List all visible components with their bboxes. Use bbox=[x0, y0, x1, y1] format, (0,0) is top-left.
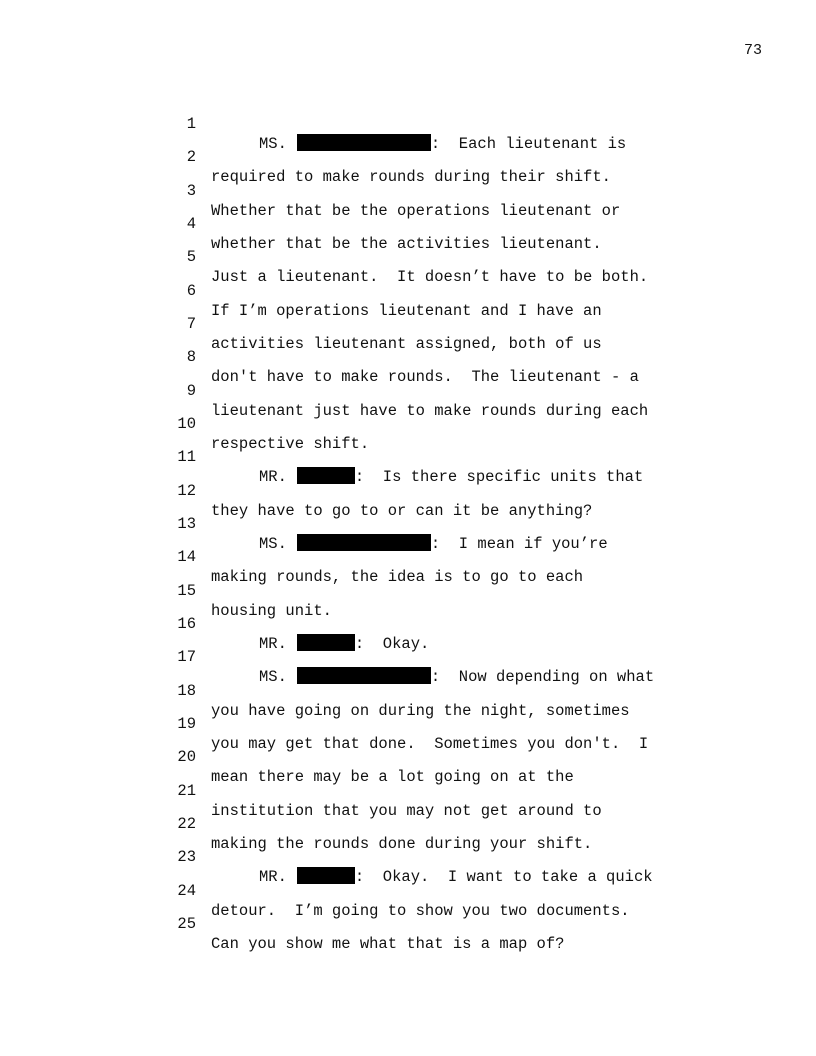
line-text: respective shift. bbox=[211, 435, 370, 453]
line-text: : I mean if you’re bbox=[430, 535, 608, 553]
speaker-title: MS. bbox=[259, 535, 287, 553]
line-number: 18 bbox=[177, 682, 196, 700]
redacted-name bbox=[297, 134, 431, 151]
line-number: 24 bbox=[177, 882, 196, 900]
line-number: 13 bbox=[177, 515, 196, 533]
line-number: 25 bbox=[177, 915, 196, 933]
line-number: 9 bbox=[186, 382, 196, 400]
line-number: 19 bbox=[177, 715, 196, 733]
speaker-line bbox=[259, 134, 626, 154]
transcript-line bbox=[0, 394, 370, 453]
speaker-line bbox=[259, 667, 654, 687]
line-text: don't have to make rounds. The lieutenant - a bbox=[211, 368, 639, 386]
speaker-line bbox=[259, 867, 653, 887]
speaker-line bbox=[259, 467, 643, 487]
line-text: activities lieutenant assigned, both of us bbox=[211, 335, 602, 353]
line-number: 5 bbox=[186, 248, 196, 266]
redacted-name bbox=[297, 634, 355, 651]
page-number: 73 bbox=[744, 42, 763, 59]
speaker-line bbox=[259, 534, 608, 554]
line-text: Just a lieutenant. It doesn’t have to be both. bbox=[211, 268, 649, 286]
redacted-name bbox=[297, 534, 431, 551]
line-number: 8 bbox=[186, 348, 196, 366]
line-number: 15 bbox=[177, 582, 196, 600]
line-number: 4 bbox=[186, 215, 196, 233]
line-number: 22 bbox=[177, 815, 196, 833]
transcript-line bbox=[0, 94, 627, 153]
line-number: 1 bbox=[186, 115, 196, 133]
line-number: 23 bbox=[177, 848, 196, 866]
line-number: 12 bbox=[177, 482, 196, 500]
line-text: mean there may be a lot going on at the bbox=[211, 768, 574, 786]
line-text: making the rounds done during your shift. bbox=[211, 835, 593, 853]
redacted-name bbox=[297, 867, 355, 884]
line-text: detour. I’m going to show you two documents. bbox=[211, 902, 630, 920]
line-text: : Is there specific units that bbox=[354, 468, 644, 486]
line-text: housing unit. bbox=[211, 602, 332, 620]
speaker-title: MR. bbox=[259, 468, 287, 486]
line-text: they have to go to or can it be anything? bbox=[211, 502, 593, 520]
line-number: 10 bbox=[177, 415, 196, 433]
line-number: 21 bbox=[177, 782, 196, 800]
line-number: 17 bbox=[177, 648, 196, 666]
line-text: making rounds, the idea is to go to each bbox=[211, 568, 584, 586]
line-text: lieutenant just have to make rounds during each bbox=[211, 402, 649, 420]
line-text: you may get that done. Sometimes you don't. I bbox=[211, 735, 649, 753]
line-text: Can you show me what that is a map of? bbox=[211, 935, 565, 953]
transcript-line bbox=[0, 561, 332, 620]
speaker-title: MR. bbox=[259, 868, 287, 886]
line-text: whether that be the activities lieutenant. bbox=[211, 235, 602, 253]
line-text: If I’m operations lieutenant and I have an bbox=[211, 302, 602, 320]
redacted-name bbox=[297, 667, 431, 684]
line-text: Whether that be the operations lieutenant or bbox=[211, 202, 621, 220]
line-text: institution that you may not get around to bbox=[211, 802, 602, 820]
line-number: 14 bbox=[177, 548, 196, 566]
line-number: 3 bbox=[186, 182, 196, 200]
line-text: required to make rounds during their shift. bbox=[211, 168, 611, 186]
speaker-title: MR. bbox=[259, 635, 287, 653]
line-text: : Each lieutenant is bbox=[430, 135, 627, 153]
line-text: : Okay. bbox=[354, 635, 430, 653]
line-number: 6 bbox=[186, 282, 196, 300]
speaker-title: MS. bbox=[259, 668, 287, 686]
line-text: : Okay. I want to take a quick bbox=[354, 868, 653, 886]
line-number: 20 bbox=[177, 748, 196, 766]
line-number: 2 bbox=[186, 148, 196, 166]
redacted-name bbox=[297, 467, 355, 484]
line-text: you have going on during the night, sometimes bbox=[211, 702, 630, 720]
speaker-title: MS. bbox=[259, 135, 287, 153]
line-number: 7 bbox=[186, 315, 196, 333]
line-number: 11 bbox=[177, 448, 196, 466]
line-number: 16 bbox=[177, 615, 196, 633]
line-text: : Now depending on what bbox=[430, 668, 655, 686]
speaker-line bbox=[259, 634, 429, 654]
